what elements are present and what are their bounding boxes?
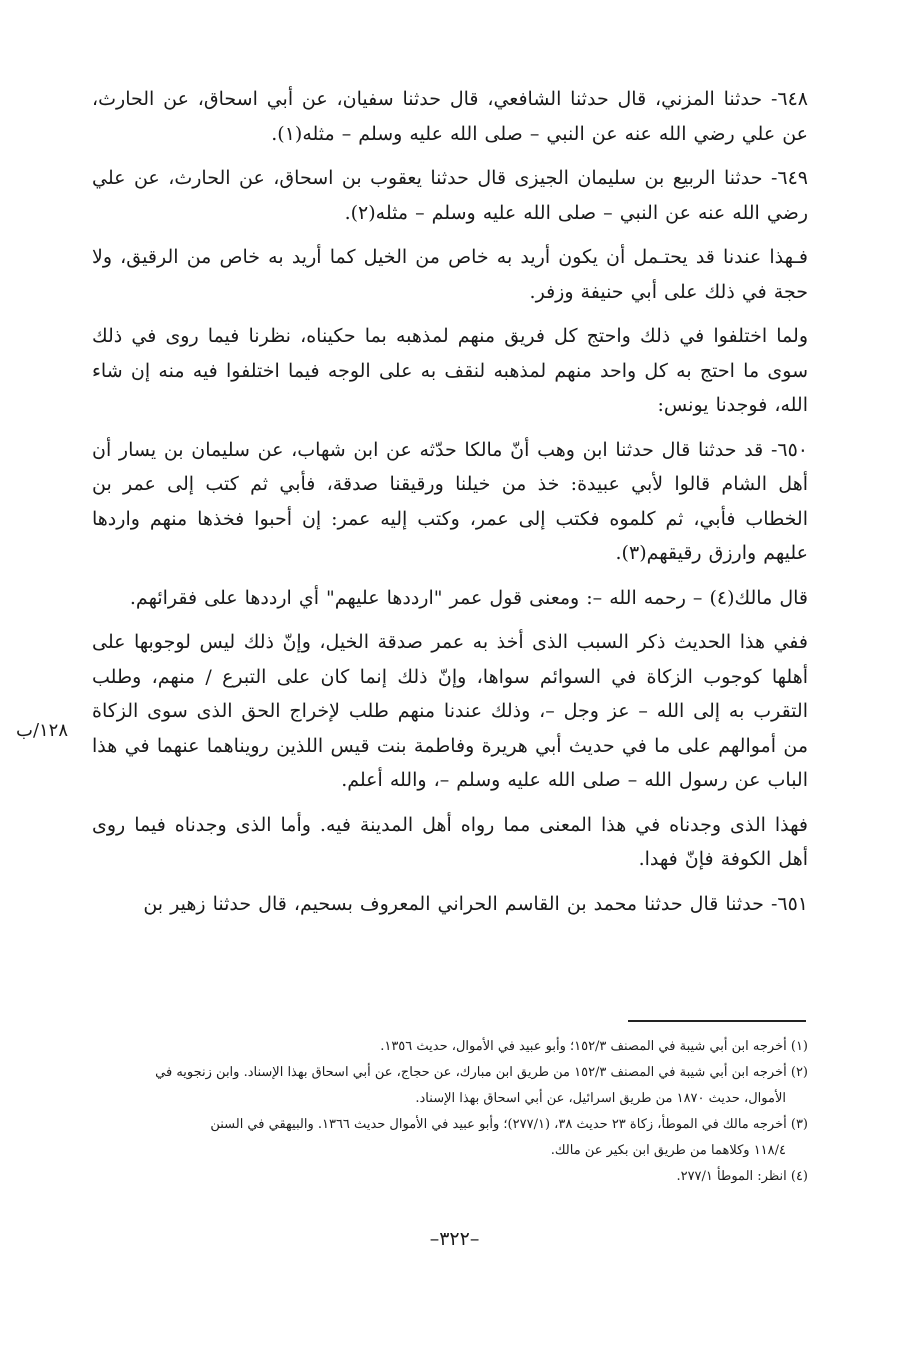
malik-quote: قال مالك(٤) – رحمه الله –: ومعنى قول عمر "ارددها عليهم" أي ارددها على فقرائهم. — [129, 586, 808, 609]
hadith-649: ٦٤٩- حدثنا الربيع بن سليمان الجيزى قال حدثنا يعقوب بن اسحاق، عن الحارث، عن علي رضي الله عنه عن النبي – صلى الله عليه وسلم – مثله(٢). — [92, 167, 808, 224]
commentary-paragraph: ولما اختلفوا في ذلك واحتج كل فريق منهم لمذهبه بما حكيناه، نظرنا فيما روى في ذلك سوى ما احتج به كل واحد منهم لمذهبه لنقف به على الوجه فيما اختلفوا فيه منه إن شاء الله، فوجدنا يونس: — [92, 325, 808, 416]
hadith-650: ٦٥٠- قد حدثنا قال حدثنا ابن وهب أنّ مالكا حدّثه عن ابن شهاب، عن سليمان بن يسار أن أهل الشام قالوا لأبي عبيدة: خذ من خيلنا ورقيقنا صدقة، فأبي ثم كتب إلى عمر بن الخطاب فأبي، ثم كلموه فكتب إلى عمر، وكتب إليه عمر: إن أحبوا فخذها منهم واردها عليهم وارزق رقيقهم(٣). — [92, 438, 808, 564]
footnotes — [92, 1034, 808, 1190]
footnote-divider — [628, 1020, 806, 1022]
commentary-paragraph: فـهذا عندنا قد يحتـمل أن يكون أريد به خاص من الخيل كما أريد به خاص من الرقيق، ولا حجة في ذلك على أبي حنيفة وزفر. — [92, 246, 808, 303]
hadith-651: ٦٥١- حدثنا قال حدثنا محمد بن القاسم الحراني المعروف بسحيم، قال حدثنا زهير بن — [143, 892, 808, 915]
folio-margin-note: ١٢٨/ب — [16, 720, 69, 741]
footnote-1: (١) أخرجه ابن أبي شيبة في المصنف ١٥٢/٣؛ وأبو عبيد في الأموال، حديث ١٣٥٦. — [380, 1039, 808, 1054]
footnote-2-continuation: الأموال، حديث ١٨٧٠ من طريق اسرائيل، عن أبي اسحاق بهذا الإسناد. — [415, 1091, 786, 1106]
footnote-2: (٢) أخرجه ابن أبي شيبة في المصنف ١٥٢/٣ من طريق ابن مبارك، عن حجاج، عن أبي اسحاق بهذا الإسناد. وابن زنجويه في — [155, 1065, 808, 1080]
main-text — [92, 82, 808, 931]
footnote-3: (٣) أخرجه مالك في الموطأ، زكاة ٢٣ حديث ٣٨، (٢٧٧/١)؛ وأبو عبيد في الأموال حديث ١٣٦٦. والبيهقي في السنن — [210, 1117, 808, 1132]
hadith-648: ٦٤٨- حدثنا المزني، قال حدثنا الشافعي، قال حدثنا سفيان، عن أبي اسحاق، عن الحارث، عن علي رضي الله عنه عن النبي – صلى الله عليه وسلم – مثله(١). — [92, 88, 808, 145]
footnote-4: (٤) انظر: الموطأ ٢٧٧/١. — [676, 1169, 808, 1184]
page-number: –٣٢٢– — [429, 1228, 480, 1250]
footnote-3-continuation: ١١٨/٤ وكلاهما من طريق ابن بكير عن مالك. — [550, 1143, 786, 1158]
commentary-paragraph: ففي هذا الحديث ذكر السبب الذى أخذ به عمر صدقة الخيل، وإنّ ذلك ليس لوجوبها على أهلها كوجوب الزكاة في السوائم سواها، وإنّ ذلك إنما كان على التبرع / منهم، وطلب التقرب به إلى الله – عز وجل –، وذلك عندنا منهم طلب لإخراج الحق الذى سوى الزكاة من أموالهم على ما في حديث أبي هريرة وفاطمة بنت قيس اللذين رويناهما عنهما في هذا الباب عن رسول الله – صلى الله عليه وسلم –، والله أعلم. — [92, 631, 808, 791]
commentary-paragraph: فهذا الذى وجدناه في هذا المعنى مما رواه أهل المدينة فيه. وأما الذى وجدناه فيما روى أهل الكوفة فإنّ فهدا. — [92, 813, 808, 870]
